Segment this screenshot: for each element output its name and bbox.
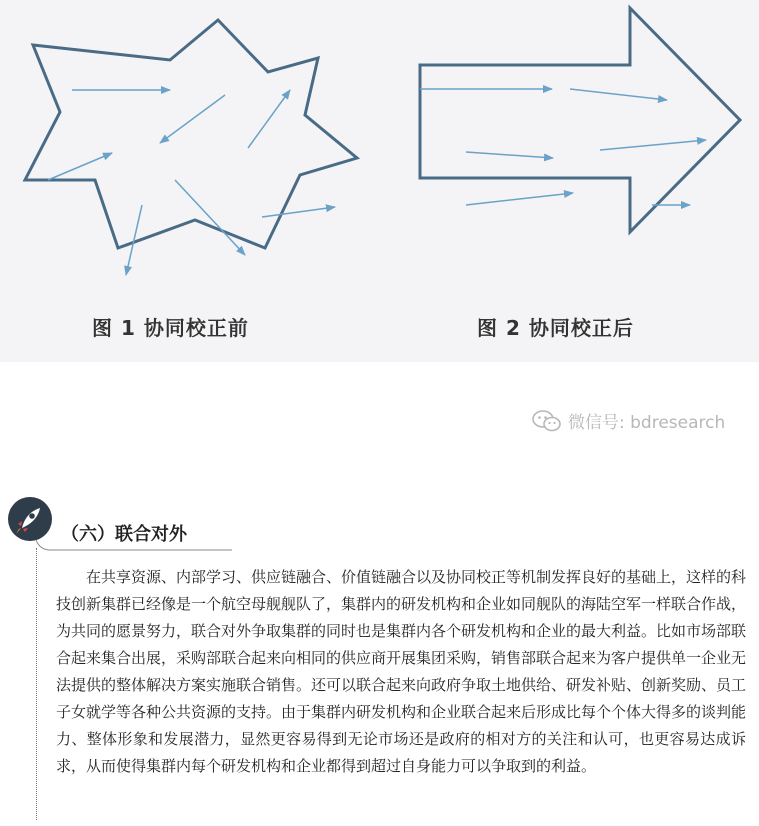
section-body: 在共享资源、内部学习、供应链融合、价值链融合以及协同校正等机制发挥良好的基础上，这样的科技创新集群已经像是一个航空母舰舰队了，集群内的研发机构和企业如同舰队的海陆空军一样联合作战，为共同的愿景努力，联合对外争取集群的同时也是集群内各个研发机构和企业的最大利益。比如市场部联合起来集合出展，采购部联合起来向相同的供应商开展集团采购，销售部联合起来为客户提供单一企业无法提供的整体解决方案实施联合销售。还可以联合起来向政府争取土地供给、研发补贴、创新奖励、员工子女就学等各种公共资源的支持。由于集群内研发机构和企业联合起来后形成比每个个体大得多的谈判能力、整体形象和发展潜力，显然更容易得到无论市场还是政府的相对方的关注和认可，也更容易达成诉求，从而使得集群内每个研发机构和企业都得到超过自身能力可以争取到的利益。 [56, 568, 747, 775]
fig2-arrow-2 [570, 89, 667, 100]
watermark-text: 微信号: bdresearch [568, 413, 726, 433]
fig1-arrow-5 [175, 180, 245, 255]
figure-2-caption: 图 2 协同校正后 [477, 316, 634, 340]
fig1-arrow-2 [160, 95, 225, 143]
section-title: （六）联合对外 [61, 524, 187, 545]
wechat-icon [532, 409, 562, 433]
fig1-arrow-3 [248, 90, 290, 148]
star-outline [25, 20, 357, 248]
figure-1-caption: 图 1 协同校正前 [92, 316, 249, 340]
dotted-divider [36, 548, 37, 820]
rocket-icon [8, 497, 52, 541]
figure-panel [0, 0, 759, 362]
fig2-arrow-4 [600, 140, 706, 150]
title-underline [36, 540, 236, 552]
fig1-arrow-4 [48, 153, 112, 180]
fig2-arrow-3 [466, 152, 553, 158]
fig1-arrow-7 [262, 207, 335, 217]
vector-diagram [0, 0, 759, 362]
fig2-arrow-5 [466, 193, 573, 205]
watermark [532, 408, 725, 433]
arrow-outline [420, 8, 740, 232]
